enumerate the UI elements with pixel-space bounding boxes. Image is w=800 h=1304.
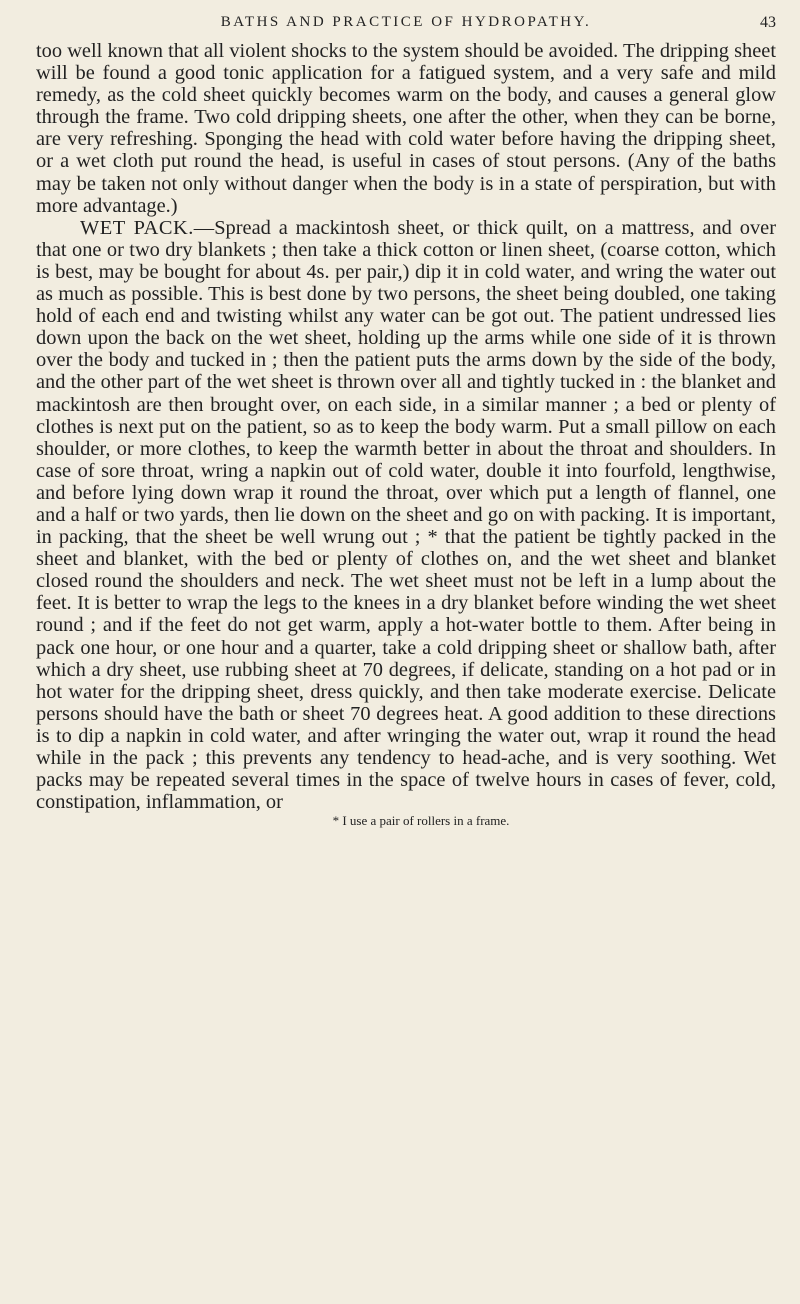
page-header bbox=[36, 14, 776, 40]
paragraph-dripping-sheet: too well known that all violent shocks to the system should be avoided. The dripping sheet will be found a good tonic application for a fatigued system, and a very safe and mild remedy, as the cold sheet quickly becomes warm on the body, and causes a general glow through the frame. Two cold dripping sheets, one after the other, when they can be borne, are very refreshing. Sponging the head with cold water before having the dripping sheet, or a wet cloth put round the head, is useful in cases of stout persons. (Any of the baths may be taken not only without danger when the body is in a state of perspiration, but with more advantage.) bbox=[36, 40, 776, 217]
section-heading-wet-pack: WET PACK. bbox=[80, 216, 194, 239]
body-text bbox=[36, 40, 776, 813]
paragraph-wet-pack bbox=[36, 217, 776, 814]
running-title: BATHS AND PRACTICE OF HYDROPATHY. bbox=[220, 14, 592, 30]
book-page bbox=[36, 14, 776, 1294]
footnote: * I use a pair of rollers in a frame. bbox=[332, 813, 510, 829]
page-number: 43 bbox=[760, 14, 776, 31]
wet-pack-text: —Spread a mackintosh sheet, or thick quilt, on a mattress, and over that one or two dry blankets ; then take a thick cotton or linen sheet, (coarse cotton, which is best, may be bought for about 4s. per pair,) dip it in cold water, and wring the water out as much as possible. This is best done by two persons, the sheet being doubled, one taking hold of each end and twisting whilst any water can be got out. The patient undressed lies down upon the back on the wet sheet, holding up the arms while one side of it is thrown over the body and tucked in ; then the patient puts the arms down by the side of the body, and the other part of the wet sheet is thrown over all and tightly tucked in : the blanket and mackintosh are then brought over, on each side, in a similar manner ; a bed or plenty of clothes is next put on the patient, so as to keep the body warm. Put a small pillow on each shoulder, or more clothes, to keep the warmth better in about the throat and shoulders. In case of sore throat, wring a napkin out of cold water, double it into fourfold, lengthwise, and before lying down wrap it round the throat, over which put a length of flannel, one and a half or two yards, then lie down on the sheet and go on with packing. It is important, in packing, that the sheet be well wrung out ; * that the patient be tightly packed in the sheet and blanket, with the bed or plenty of clothes on, and the wet sheet and blanket closed round the shoulders and neck. The wet sheet must not be left in a lump about the feet. It is better to wrap the legs to the knees in a dry blanket before winding the wet sheet round ; and if the feet do not get warm, apply a hot-water bottle to them. After being in pack one hour, or one hour and a quarter, take a cold dripping sheet or shallow bath, after which a dry sheet, use rubbing sheet at 70 degrees, if delicate, standing on a hot pad or in hot water for the dripping sheet, dress quickly, and then take moderate exercise. Delicate persons should have the bath or sheet 70 degrees heat. A good addition to these directions is to dip a napkin in cold water, and after wringing the water out, wrap it round the head while in the pack ; this prevents any tendency to head-ache, and is very soothing. Wet packs may be repeated several times in the space of twelve hours in cases of fever, cold, constipation, inflammation, or bbox=[36, 216, 776, 814]
